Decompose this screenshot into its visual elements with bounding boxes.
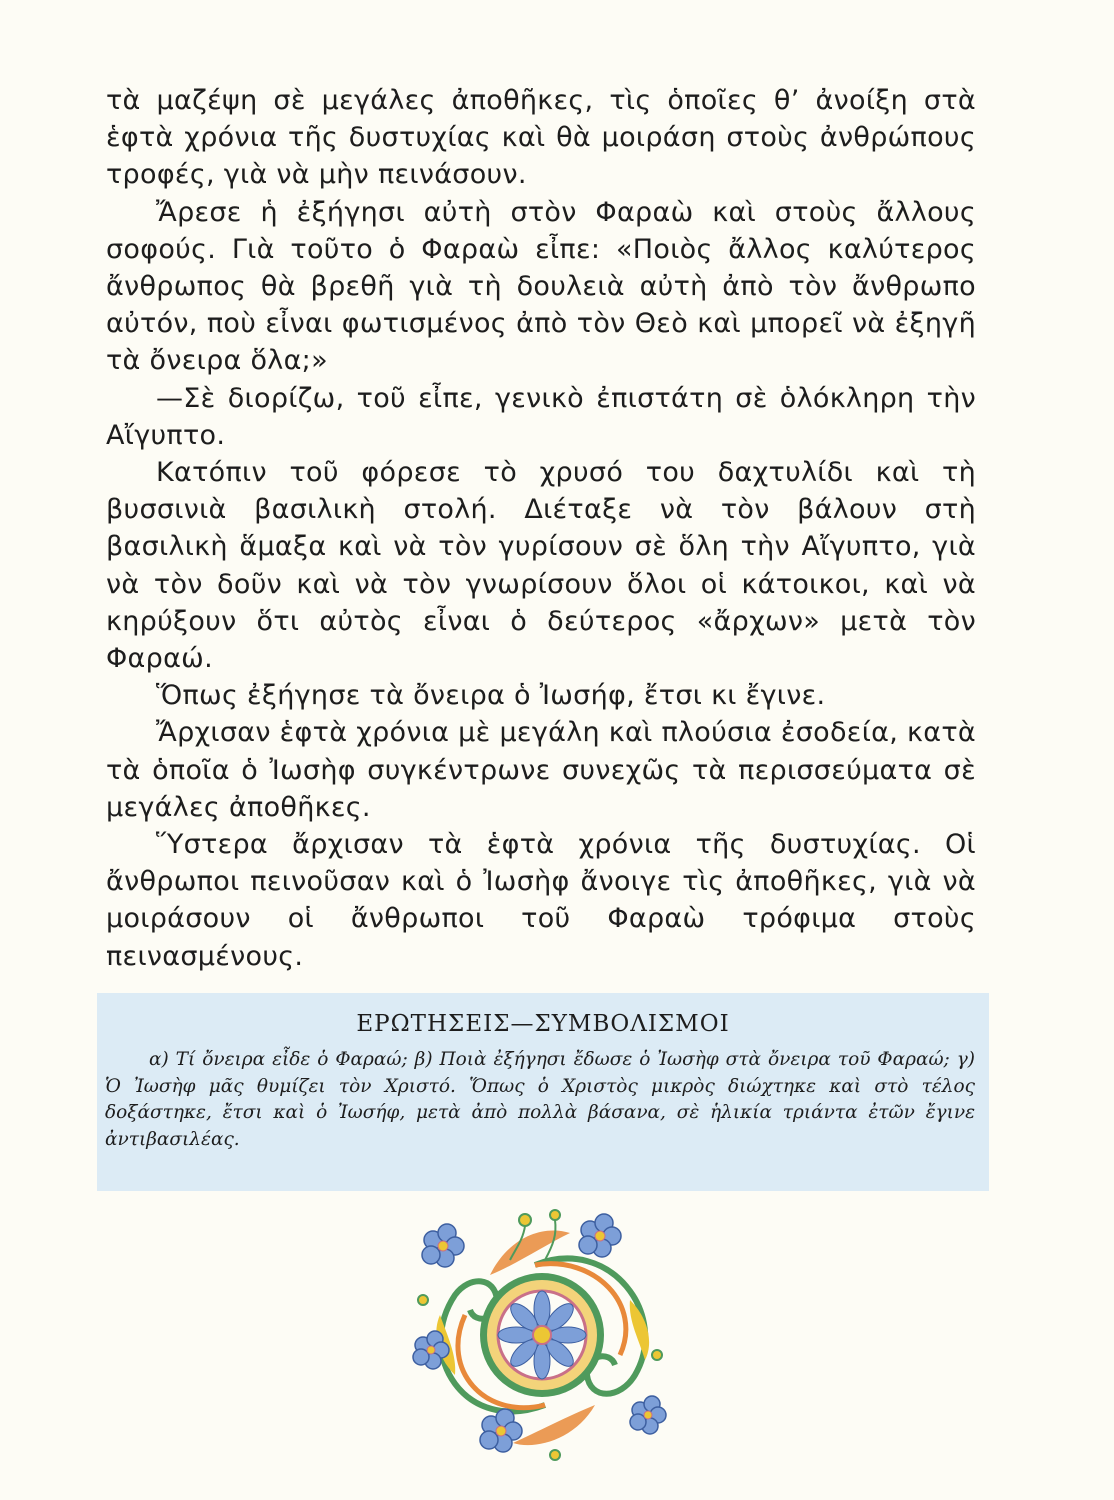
questions-text: α) Τί ὄνειρα εἶδε ὁ Φαραώ; β) Ποιὰ ἐξήγησι ἔδωσε ὁ Ἰωσὴφ στὰ ὄνειρα τοῦ Φαραώ; γ) Ὁ Ἰωσὴφ μᾶς θυμίζει τὸν Χριστό. Ὅπως ὁ Χριστὸς μικρὸς διώχτηκε καὶ στὸ τέλος δοξάστηκε, ἔτσι καὶ ὁ Ἰωσήφ, μετὰ ἀπὸ πολλὰ βάσανα, σὲ ἡλικία τριάντα ἐτῶν ἔγινε ἀντιβασιλέας. <box>105 1049 975 1150</box>
questions-title: ΕΡΩΤΗΣΕΙΣ—ΣΥΜΒΟΛΙΣΜΟΙ <box>356 1011 730 1037</box>
paragraph-7: Ὕστερα ἄρχισαν τὰ ἑφτὰ χρόνια τῆς δυστυχίας. Οἱ ἄνθρωποι πεινοῦσαν καὶ ὁ Ἰωσὴφ ἄνοιγε τὶς ἀποθῆκες, γιὰ νὰ μοιράσουν οἱ ἄνθρωποι τοῦ Φαραὼ τρόφιμα στοὺς πεινασμένους. <box>106 829 976 972</box>
paragraph-3-dialogue: —Σὲ διορίζω, τοῦ εἶπε, γενικὸ ἐπιστάτη σὲ ὁλόκληρη τὴν Αἴγυπτο. <box>106 382 976 451</box>
paragraph-1: τὰ μαζέψη σὲ μεγάλες ἀποθῆκες, τὶς ὁποῖες θ’ ἀνοίξη στὰ ἑφτὰ χρόνια τῆς δυστυχίας καὶ θὰ μοιράση στοὺς ἀνθρώπους τροφές, γιὰ νὰ μὴν πεινάσουν. <box>106 85 976 191</box>
paragraph-2: Ἄρεσε ἡ ἐξήγησι αὐτὴ στὸν Φαραὼ καὶ στοὺς ἄλλους σοφούς. Γιὰ τοῦτο ὁ Φαραὼ εἶπε: «Ποιὸς ἄλλος καλύτερος ἄνθρωπος θὰ βρεθῆ γιὰ τὴ δουλειὰ αὐτὴ ἀπὸ τὸν ἄνθρωπο αὐτόν, ποὺ εἶναι φωτισμένος ἀπὸ τὸν Θεὸ καὶ μπορεῖ νὰ ἐξηγῆ τὰ ὄνειρα ὅλα;» <box>106 196 976 377</box>
paragraph-6: Ἄρχισαν ἑφτὰ χρόνια μὲ μεγάλη καὶ πλούσια ἐσοδεία, κατὰ τὰ ὁποῖα ὁ Ἰωσὴφ συγκέντρωνε συνεχῶς τὰ περισσεύματα σὲ μεγάλες ἀποθῆκες. <box>106 717 976 823</box>
questions-box <box>97 993 989 1191</box>
paragraph-5: Ὅπως ἐξήγησε τὰ ὄνειρα ὁ Ἰωσήφ, ἔτσι κι ἔγινε. <box>156 680 826 712</box>
paragraph-4: Κατόπιν τοῦ φόρεσε τὸ χρυσό του δαχτυλίδι καὶ τὴ βυσσινιὰ βασιλικὴ στολή. Διέταξε νὰ τὸν βάλουν στὴ βασιλικὴ ἅμαξα καὶ νὰ τὸν γυρίσουν σὲ ὅλη τὴν Αἴγυπτο, γιὰ νὰ τὸν δοῦν καὶ νὰ τὸν γνωρίσουν ὅλοι οἱ κάτοικοι, καὶ νὰ κηρύξουν ὅτι αὐτὸς εἶναι ὁ δεύτερος «ἄρχων» μετὰ τὸν Φαραώ. <box>106 457 976 675</box>
story-text <box>106 82 976 975</box>
floral-rosette-ornament-icon <box>395 1205 685 1475</box>
